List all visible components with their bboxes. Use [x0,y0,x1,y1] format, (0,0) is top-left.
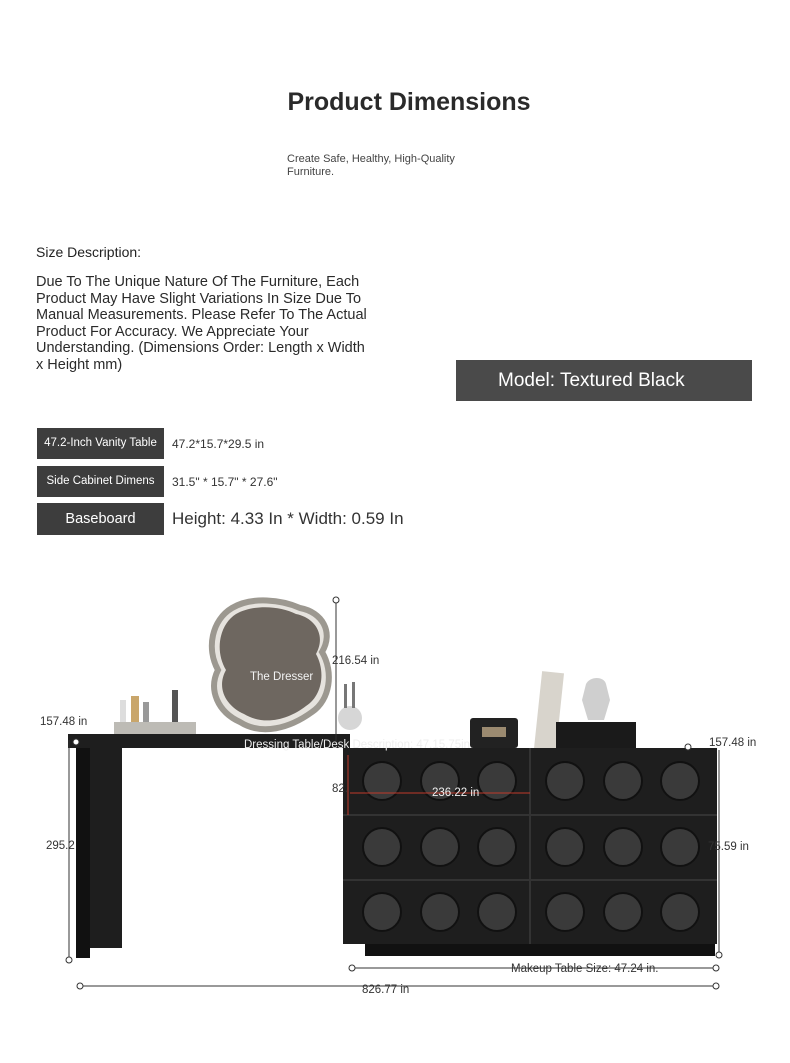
drawer-knob [661,762,699,800]
drawer-knob [363,893,401,931]
size-description-text: Due To The Unique Nature Of The Furniture, Each Product May Have Slight Variations In Size Due To Manual Measurements. Please Refer To The Actual Product For Accuracy. We Appreciate Your Understanding. (Dimensions Order: Length x Width x Height mm) [36,274,367,373]
spec-tag-vanity-table: 47.2-Inch Vanity Table [37,428,164,459]
right-height-label: 75.59 in [708,841,749,853]
left-height-label: 295.2 [46,840,75,852]
total-length-label: 826.77 in [362,984,410,996]
spec-value-baseboard: Height: 4.33 In * Width: 0.59 In [172,509,404,528]
size-description-label: Size Description: [36,244,142,260]
page-title: Product Dimensions [287,88,531,116]
model-badge: Model: Textured Black [456,360,752,401]
drawer-knob [478,893,516,931]
drawer-knob [661,828,699,866]
drawer-knob [363,762,401,800]
left-depth-label: 157.48 in [40,716,88,728]
desk-description-label: Dressing Table/Desk Description: 47.15.75in [244,739,471,751]
drawer-knob [478,762,516,800]
dresser-label: The Dresser [250,671,314,683]
mirror-height-label: 216.54 in [332,655,380,667]
mirror-illustration [212,600,329,729]
drawer-knob [546,893,584,931]
page-subtitle: Create Safe, Healthy, High-Quality Furniture. [287,153,455,178]
drawer-knob [421,828,459,866]
drawer-knob [546,762,584,800]
spec-tag-baseboard: Baseboard [37,503,164,535]
drawer-knob [363,828,401,866]
inner-width-label: 236.22 in [432,787,480,799]
makeup-table-size-label: Makeup Table Size: 47.24 in. [511,963,659,975]
drawer-knob [604,828,642,866]
spec-tag-side-cabinet: Side Cabinet Dimens [37,466,164,497]
drawer-knob [604,893,642,931]
drawer-knob [478,828,516,866]
drawer-knob [661,893,699,931]
spec-value-vanity-table: 47.2*15.7*29.5 in [172,437,265,451]
right-depth-label: 157.48 in [709,737,757,749]
drawer-knob [546,828,584,866]
spec-value-side-cabinet: 31.5" * 15.7" * 27.6" [172,475,278,489]
drawer-knob [604,762,642,800]
drawer-knob [421,893,459,931]
vanity-desk [68,682,362,958]
inner-height-label: 82. [332,783,348,795]
